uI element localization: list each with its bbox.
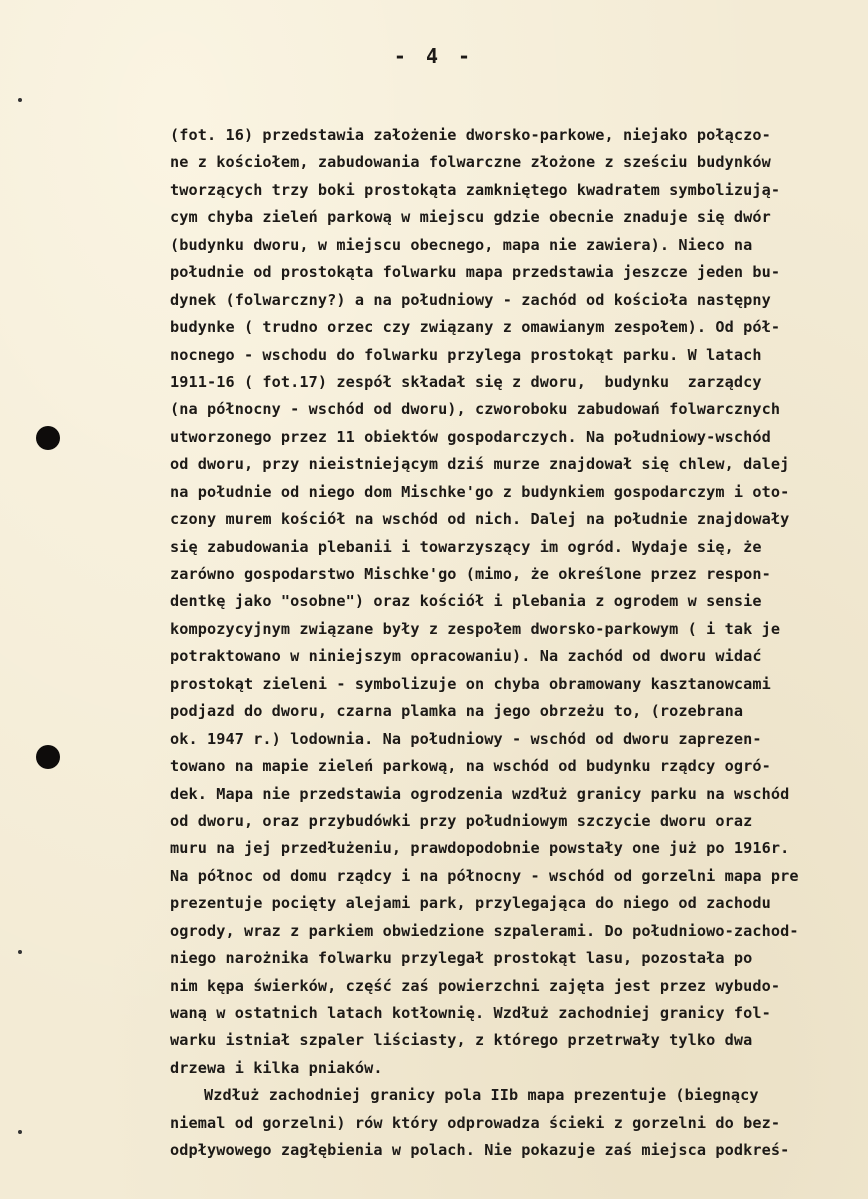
text-line: ok. 1947 r.) lodownia. Na południowy - wschód od dworu zaprezen- xyxy=(170,729,762,748)
text-line: się zabudowania plebanii i towarzyszący im ogród. Wydaje się, że xyxy=(170,537,762,556)
text-line: odpływowego zagłębienia w polach. Nie pokazuje zaś miejsca podkreś- xyxy=(170,1141,790,1160)
text-line: podjazd do dworu, czarna plamka na jego obrzeżu to, (rozebrana xyxy=(170,702,744,721)
text-line: 1911-16 ( fot.17) zespół składał się z dworu, budynku zarządcy xyxy=(170,372,762,391)
text-line: (budynku dworu, w miejscu obecnego, mapa nie zawiera). Nieco na xyxy=(170,235,753,254)
text-line: nim kępa świerków, część zaś powierzchni zajęta jest przez wybudo- xyxy=(170,976,781,995)
page-number: - 4 - xyxy=(393,44,475,68)
text-line: prostokąt zieleni - symbolizuje on chyba obramowany kasztanowcami xyxy=(170,674,771,693)
text-line: ogrody, wraz z parkiem obwiedzione szpalerami. Do południowo-zachod- xyxy=(170,921,799,940)
text-line: budynke ( trudno orzec czy związany z omawianym zespołem). Od pół- xyxy=(170,318,781,337)
text-line: utworzonego przez 11 obiektów gospodarczych. Na południowy-wschód xyxy=(170,427,771,446)
text-line: Wzdłuż zachodniej granicy pola IIb mapa prezentuje (biegnący xyxy=(204,1086,759,1105)
text-line: prezentuje pocięty alejami park, przylegająca do niego od zachodu xyxy=(170,894,771,913)
text-line: potraktowano w niniejszym opracowaniu). Na zachód od dworu widać xyxy=(170,647,762,666)
text-line: muru na jej przedłużeniu, prawdopodobnie powstały one już po 1916r. xyxy=(170,839,790,858)
text-line: waną w ostatnich latach kotłownię. Wzdłuż zachodniej granicy fol- xyxy=(170,1004,771,1022)
text-line: dentkę jako "osobne") oraz kościół i plebania z ogrodem w sensie xyxy=(170,592,762,611)
text-line: dek. Mapa nie przedstawia ogrodzenia wzdłuż granicy parku na wschód xyxy=(170,784,790,803)
text-line: niemal od gorzelni) rów który odprowadza ścieki z gorzelni do bez- xyxy=(170,1113,781,1132)
text-line: Na północ od domu rządcy i na północny - wschód od gorzelni mapa pre xyxy=(170,866,799,885)
text-line: (fot. 16) przedstawia założenie dworsko-parkowe, niejako połączo- xyxy=(170,126,771,144)
body-text xyxy=(170,122,860,1165)
text-line: (na północny - wschód od dworu), czworoboku zabudowań folwarcznych xyxy=(170,400,781,419)
text-line: dynek (folwarczny?) a na południowy - zachód od kościoła następny xyxy=(170,290,771,309)
paper-speck xyxy=(18,1130,22,1134)
punch-hole-bottom xyxy=(36,745,60,769)
text-line: cym chyba zieleń parkową w miejscu gdzie obecnie znaduje się dwór xyxy=(170,208,771,227)
text-line: towano na mapie zieleń parkową, na wschód od budynku rządcy ogró- xyxy=(170,757,771,776)
text-line: południe od prostokąta folwarku mapa przedstawia jeszcze jeden bu- xyxy=(170,263,781,282)
punch-hole-top xyxy=(36,426,60,450)
text-line: czony murem kościół na wschód od nich. Dalej na południe znajdowały xyxy=(170,510,790,529)
text-line: tworzących trzy boki prostokąta zamkniętego kwadratem symbolizują- xyxy=(170,180,781,199)
text-line: niego narożnika folwarku przylegał prostokąt lasu, pozostała po xyxy=(170,949,753,968)
text-line: drzewa i kilka pniaków. xyxy=(170,1058,383,1077)
text-line: kompozycyjnym związane były z zespołem dworsko-parkowym ( i tak je xyxy=(170,619,781,638)
paper-speck xyxy=(18,950,22,954)
text-line: ne z kościołem, zabudowania folwarczne złożone z sześciu budynków xyxy=(170,153,771,172)
text-line: zarówno gospodarstwo Mischke'go (mimo, że określone przez respon- xyxy=(170,565,771,583)
text-line: od dworu, oraz przybudówki przy południowym szczycie dworu oraz xyxy=(170,811,753,830)
text-line: warku istniał szpaler liściasty, z którego przetrwały tylko dwa xyxy=(170,1031,753,1050)
text-line: na południe od niego dom Mischke'go z budynkiem gospodarczym i oto- xyxy=(170,482,790,501)
text-line: od dworu, przy nieistniejącym dziś murze znajdował się chlew, dalej xyxy=(170,455,790,474)
paper-speck xyxy=(18,98,22,102)
text-line: nocnego - wschodu do folwarku przylega prostokąt parku. W latach xyxy=(170,345,762,364)
